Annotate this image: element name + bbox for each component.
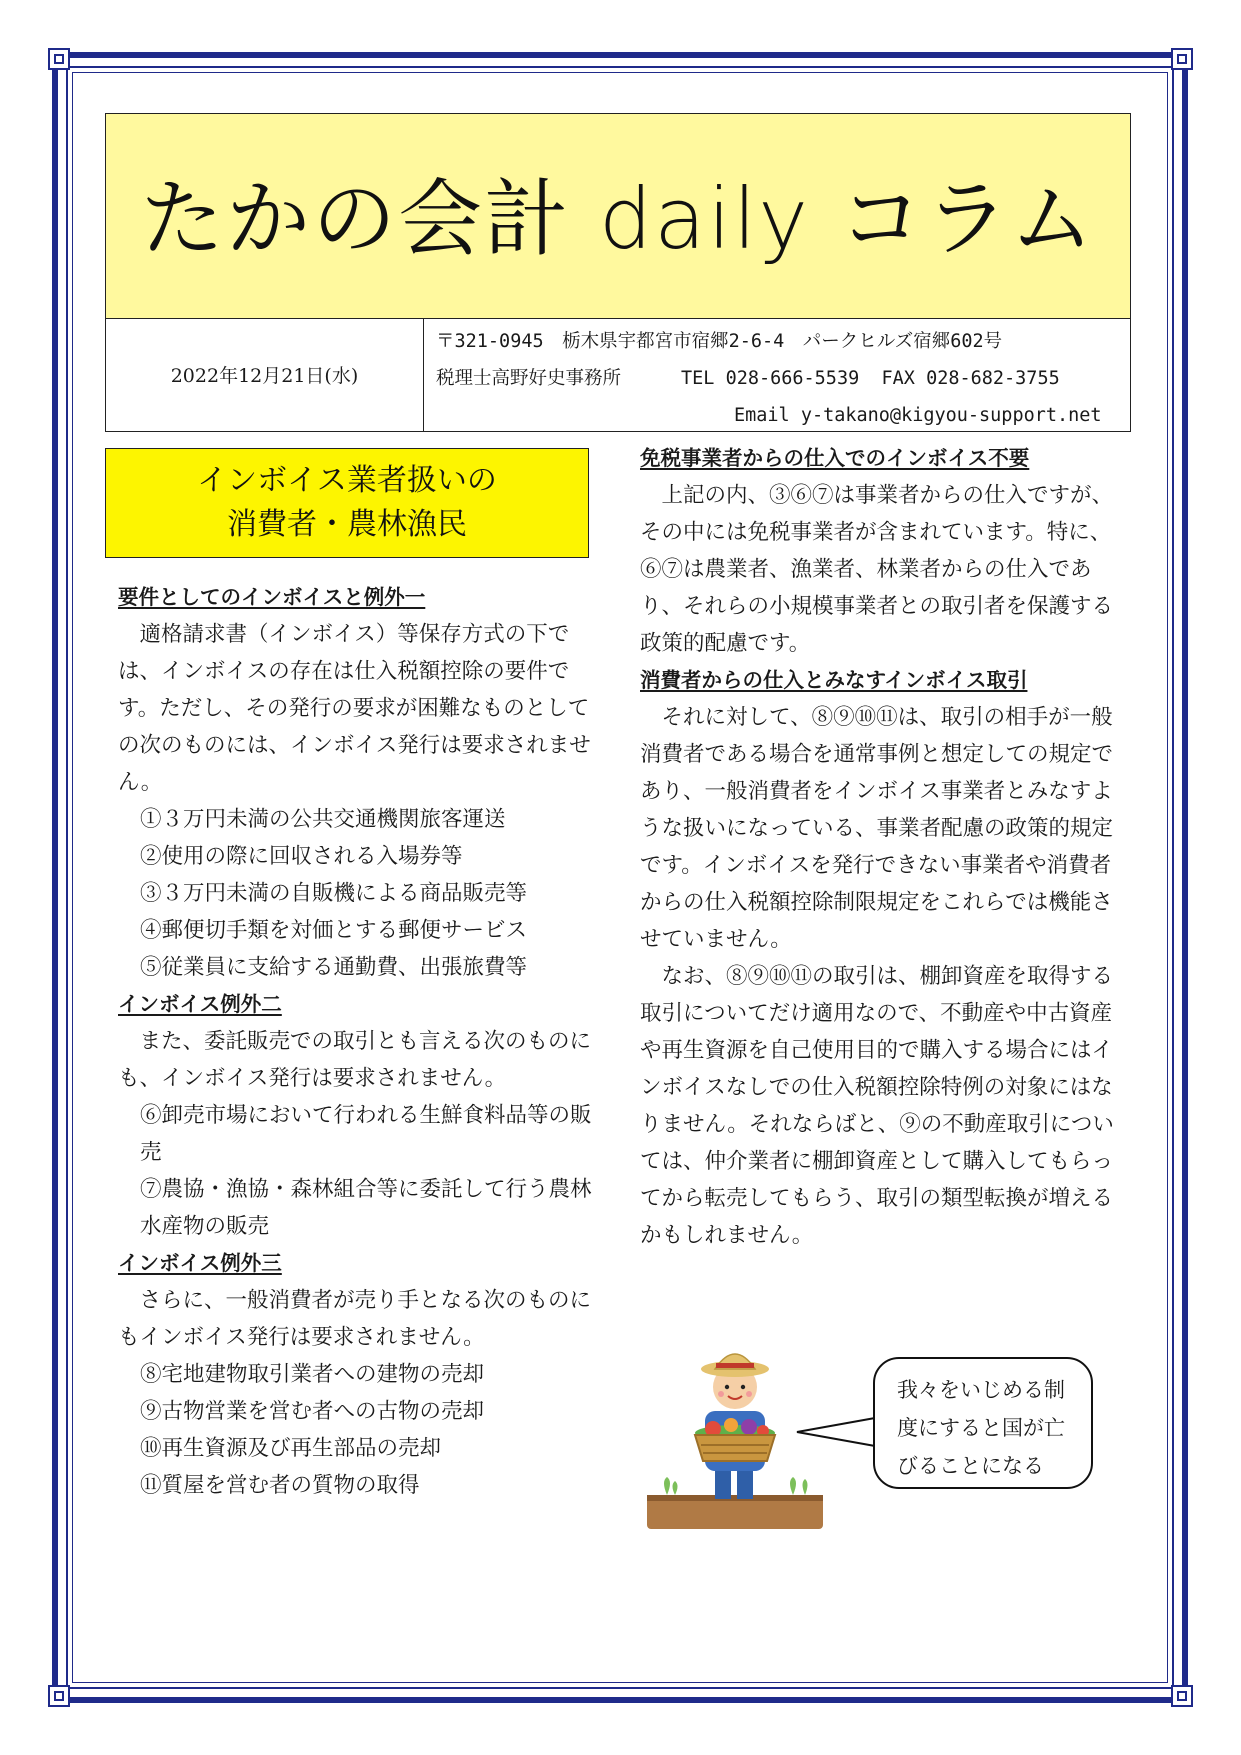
list-item: ②使用の際に回収される入場券等 — [140, 844, 463, 869]
section-heading: インボイス例外二 — [118, 992, 282, 1016]
left-column — [118, 579, 608, 1504]
list-item: ⑩再生資源及び再生部品の売却 — [140, 1436, 442, 1461]
list-item: ⑨古物営業を営む者への古物の売却 — [140, 1399, 485, 1424]
paragraph: 上記の内、③⑥⑦は事業者からの仕入ですが、その中には免税事業者が含まれています。特に、⑥⑦は農業者、漁業者、林業者からの仕入であり、それらの小規模事業者との取引者を保護する政策的配慮です。 — [640, 483, 1114, 656]
section-heading: インボイス例外三 — [118, 1251, 282, 1275]
frame-corner-ornament — [1171, 1685, 1193, 1707]
speech-bubble — [873, 1357, 1093, 1489]
headline-line-1: インボイス業者扱いの — [197, 463, 497, 498]
paragraph: それに対して、⑧⑨⑩⑪は、取引の相手が一般消費者である場合を通常事例と想定しての規定であり、一般消費者をインボイス事業者とみなすような扱いになっている、事業者配慮の政策的規定です。インボイスを発行できない事業者や消費者からの仕入税額控除制限規定をこれらでは機能させていません。 — [640, 705, 1114, 952]
title-banner — [105, 113, 1131, 319]
issue-date: 2022年12月21日(水) — [106, 318, 424, 431]
office-contact — [424, 318, 1130, 431]
frame-corner-ornament — [48, 1685, 70, 1707]
section-heading: 消費者からの仕入とみなすインボイス取引 — [640, 668, 1028, 692]
headline-line-2: 消費者・農林漁民 — [227, 507, 467, 542]
list-item: ⑦農協・漁協・森林組合等に委託して行う農林水産物の販売 — [140, 1177, 592, 1239]
info-row — [105, 318, 1131, 432]
bubble-line-2: 度にすると国が亡 — [897, 1416, 1065, 1440]
office-email: Email y-takano@kigyou-support.net — [734, 405, 1102, 426]
office-tel: TEL 028-666-5539 — [681, 368, 860, 389]
list-item: ⑪質屋を営む者の質物の取得 — [140, 1473, 420, 1498]
list-item: ①３万円未満の公共交通機関旅客運送 — [140, 807, 506, 832]
paragraph: さらに、一般消費者が売り手となる次のものにもインボイス発行は要求されません。 — [118, 1288, 592, 1350]
frame-corner-ornament — [1171, 48, 1193, 70]
office-name: 税理士高野好史事務所 — [436, 368, 622, 389]
paragraph: また、委託販売での取引とも言える次のものにも、インボイス発行は要求されません。 — [118, 1029, 592, 1091]
page-title: たかの会計 daily コラム — [140, 169, 1096, 268]
list-item: ③３万円未満の自販機による商品販売等 — [140, 881, 528, 906]
list-item: ⑤従業員に支給する通勤費、出張旅費等 — [140, 955, 528, 980]
bubble-line-1: 我々をいじめる制 — [897, 1378, 1065, 1402]
section-heading: 免税事業者からの仕入でのインボイス不要 — [640, 446, 1030, 470]
article-headline — [105, 448, 589, 558]
paragraph: 適格請求書（インボイス）等保存方式の下では、インボイスの存在は仕入税額控除の要件です。ただし、その発行の要求が困難なものとしての次のものには、インボイス発行は要求されません。 — [118, 622, 591, 795]
office-line — [436, 360, 1130, 397]
list-item: ⑥卸売市場において行われる生鮮食料品等の販売 — [140, 1103, 592, 1165]
office-fax: FAX 028-682-3755 — [881, 368, 1060, 389]
section-heading: 要件としてのインボイスと例外一 — [118, 585, 426, 609]
paragraph: なお、⑧⑨⑩⑪の取引は、棚卸資産を取得する取引についてだけ適用なので、不動産や中古資産や再生資源を自己使用目的で購入する場合にはインボイスなしでの仕入税額控除特例の対象にはなりません。それならばと、⑨の不動産取引については、仲介業者に棚卸資産として購入してもらってから転売してもらう、取引の類型転換が増えるかもしれません。 — [640, 964, 1114, 1248]
list-item: ④郵便切手類を対価とする郵便サービス — [140, 918, 528, 943]
right-column — [640, 440, 1126, 1254]
frame-corner-ornament — [48, 48, 70, 70]
office-address: 〒321-0945 栃木県宇都宮市宿郷2-6-4 パークヒルズ宿郷602号 — [436, 331, 1003, 352]
bubble-line-3: びることになる — [897, 1454, 1044, 1478]
speech-bubble-tail — [795, 1412, 877, 1452]
list-item: ⑧宅地建物取引業者への建物の売却 — [140, 1362, 485, 1387]
